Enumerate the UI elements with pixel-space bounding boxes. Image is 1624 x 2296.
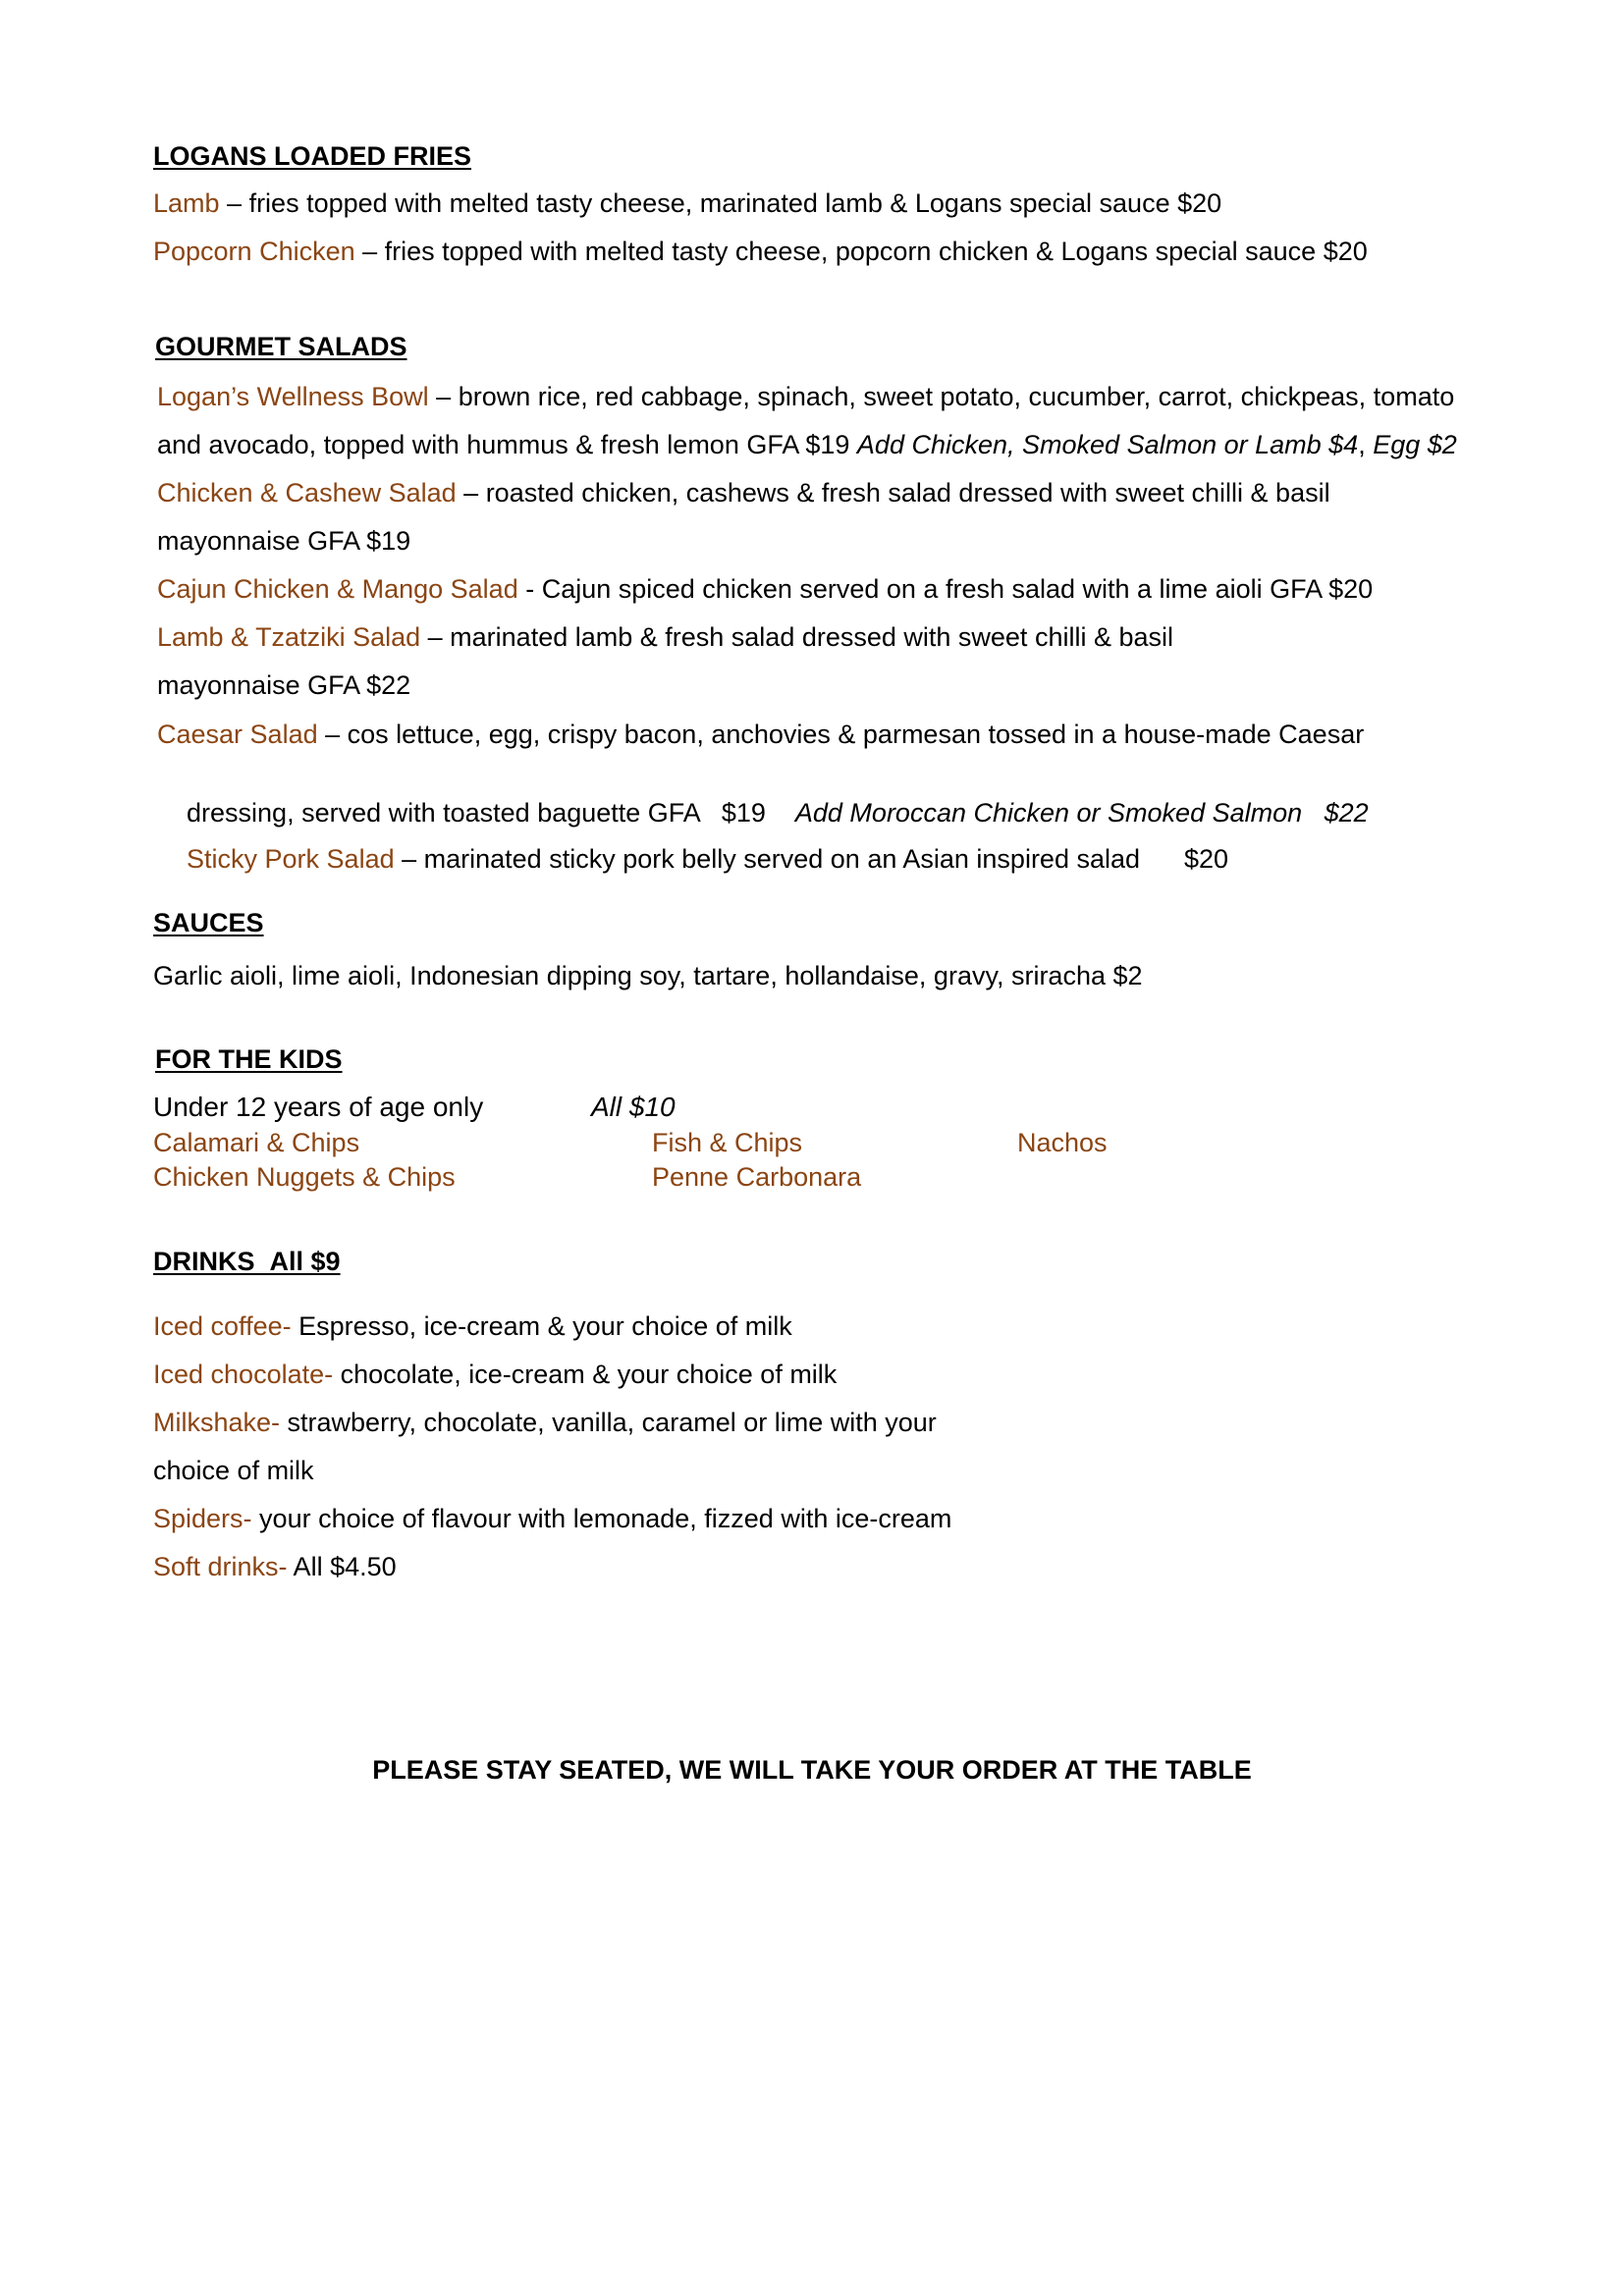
menu-item-cont — [157, 524, 410, 558]
footer-notice: PLEASE STAY SEATED, WE WILL TAKE YOUR ORDER AT THE TABLE — [372, 1755, 1252, 1785]
item-desc: – fries topped with melted tasty cheese, marinated lamb & Logans special sauce $20 — [219, 188, 1222, 218]
item-extra-2: Egg $2 — [1373, 430, 1457, 459]
drink-item — [153, 1550, 397, 1583]
drink-item — [153, 1502, 951, 1535]
drink-item — [153, 1309, 792, 1343]
item-name: Popcorn Chicken — [153, 237, 355, 266]
menu-item-cont — [157, 428, 1457, 461]
drinks-price: All $9 — [269, 1247, 341, 1276]
menu-item — [157, 718, 1364, 751]
menu-item — [157, 476, 1330, 509]
item-name: Sticky Pork Salad — [187, 844, 395, 874]
item-desc-cont: mayonnaise GFA $19 — [157, 526, 411, 556]
item-name: Lamb & Tzatziki Salad — [157, 622, 421, 652]
item-desc: – cos lettuce, egg, crispy bacon, anchovies & parmesan tossed in a house-made Caesar — [317, 720, 1365, 749]
drink-item — [153, 1406, 937, 1439]
item-name: Logan’s Wellness Bowl — [157, 382, 429, 411]
salads-heading: GOURMET SALADS — [155, 332, 407, 361]
menu-item — [157, 809, 1228, 909]
item-extra: Add Chicken, Smoked Salmon or Lamb $4 — [856, 430, 1359, 459]
item-name: Caesar Salad — [157, 720, 318, 749]
item-name: Spiders- — [153, 1504, 252, 1533]
kids-item: Penne Carbonara — [652, 1162, 862, 1192]
drink-item-cont: choice of milk — [153, 1456, 314, 1485]
kids-price: All $10 — [591, 1092, 676, 1122]
menu-item-cont — [157, 668, 410, 702]
kids-heading: FOR THE KIDS — [155, 1044, 343, 1074]
item-desc: – fries topped with melted tasty cheese, popcorn chicken & Logans special sauce $20 — [354, 237, 1368, 266]
item-desc: - Cajun spiced chicken served on a fresh salad with a lime aioli GFA $20 — [517, 574, 1374, 604]
menu-item — [157, 572, 1373, 606]
item-desc: – marinated sticky pork belly served on an Asian inspired salad $20 — [394, 844, 1229, 874]
drinks-heading — [153, 1247, 341, 1277]
item-extra: Add Moroccan Chicken or Smoked Salmon $22 — [794, 798, 1369, 828]
item-name: Cajun Chicken & Mango Salad — [157, 574, 518, 604]
sauces-heading: SAUCES — [153, 908, 264, 937]
kids-item: Fish & Chips — [652, 1128, 803, 1157]
item-desc: chocolate, ice-cream & your choice of milk — [333, 1360, 838, 1389]
item-name: Soft drinks- — [153, 1552, 288, 1581]
item-name: Lamb — [153, 188, 220, 218]
kids-item: Chicken Nuggets & Chips — [153, 1162, 456, 1192]
item-name: Iced chocolate- — [153, 1360, 334, 1389]
item-desc: – roasted chicken, cashews & fresh salad dressed with sweet chilli & basil — [456, 478, 1330, 507]
item-desc: strawberry, chocolate, vanilla, caramel or lime with your — [280, 1408, 937, 1437]
item-name: Milkshake- — [153, 1408, 281, 1437]
fries-heading: LOGANS LOADED FRIES — [153, 141, 472, 171]
menu-item — [153, 235, 1368, 268]
item-desc-cont: and avocado, topped with hummus & fresh lemon GFA $19 — [157, 430, 857, 459]
item-desc: All $4.50 — [287, 1552, 397, 1581]
sauces-text: Garlic aioli, lime aioli, Indonesian dipping soy, tartare, hollandaise, gravy, sriracha $2 — [153, 961, 1143, 990]
item-name: Chicken & Cashew Salad — [157, 478, 457, 507]
item-extra-sep: , — [1358, 430, 1374, 459]
kids-note: Under 12 years of age only — [153, 1092, 484, 1122]
kids-item: Calamari & Chips — [153, 1128, 360, 1157]
item-desc-cont: mayonnaise GFA $22 — [157, 670, 411, 700]
item-desc: Espresso, ice-cream & your choice of milk — [291, 1311, 792, 1341]
drinks-title: DRINKS — [153, 1247, 255, 1276]
menu-item — [153, 187, 1221, 220]
item-desc: – brown rice, red cabbage, spinach, sweet potato, cucumber, carrot, chickpeas, tomato — [428, 382, 1455, 411]
kids-item: Nachos — [1017, 1128, 1108, 1157]
item-desc: – marinated lamb & fresh salad dressed with sweet chilli & basil — [420, 622, 1173, 652]
item-desc-cont: dressing, served with toasted baguette GFA $19 — [187, 798, 795, 828]
item-desc: your choice of flavour with lemonade, fizzed with ice-cream — [251, 1504, 952, 1533]
menu-item — [157, 620, 1173, 654]
item-name: Iced coffee- — [153, 1311, 292, 1341]
menu-item — [157, 380, 1454, 413]
drink-item — [153, 1358, 837, 1391]
